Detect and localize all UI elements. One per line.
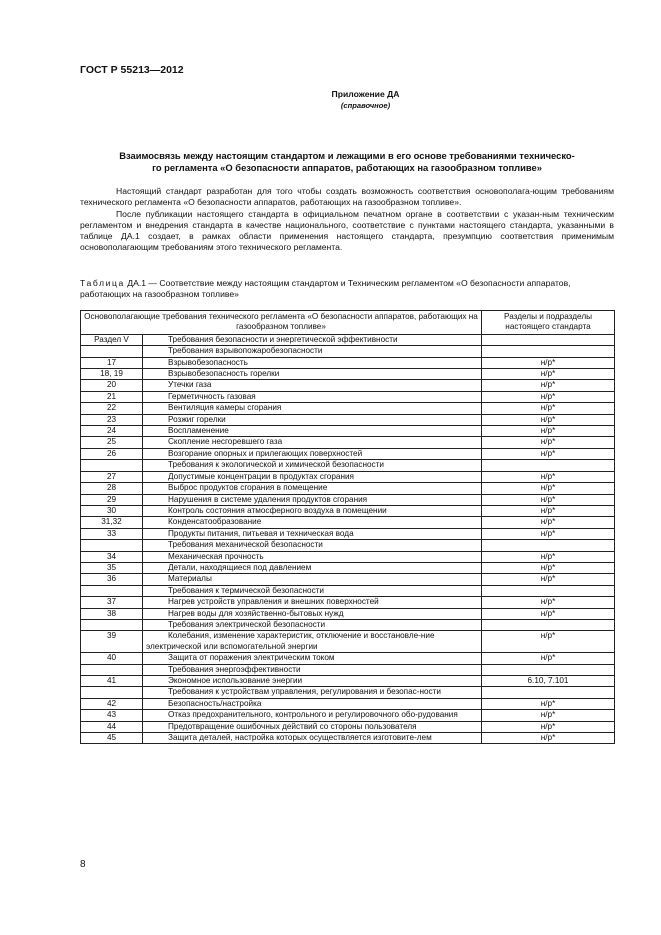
row-section-cell [482,585,615,596]
row-requirement-cell: Контроль состояния атмосферного воздуха в помещении [143,505,482,516]
table-row [81,733,615,744]
header-requirements: Основополагающие требования технического регламента «О безопасности аппаратов, работающих на газообразном топливе» [81,311,482,335]
row-number-cell: 21 [81,391,143,402]
table-row [81,597,615,608]
row-number-cell [81,619,143,630]
appendix-title: Приложение ДА [331,89,400,99]
section-heading [80,150,614,174]
row-number-cell: 42 [81,698,143,709]
page-number: 8 [80,859,86,870]
row-number-cell [81,346,143,357]
row-number-cell: Раздел V [81,334,143,345]
row-number-cell: 40 [81,653,143,664]
row-number-cell: 39 [81,631,143,653]
row-number-cell: 28 [81,483,143,494]
row-number-cell [81,585,143,596]
row-number-cell: 44 [81,721,143,732]
row-section-cell: н/р* [482,608,615,619]
row-requirement-cell: Предотвращение ошибочных действий со стороны пользователя [143,721,482,732]
table-row [81,346,615,357]
row-requirement-cell: Выброс продуктов сгорания в помещение [143,483,482,494]
row-section-cell: н/р* [482,414,615,425]
requirements-table [80,310,615,744]
row-requirement-cell: Розжиг горелки [143,414,482,425]
row-number-cell: 23 [81,414,143,425]
row-section-cell: н/р* [482,369,615,380]
table-row [81,483,615,494]
table-row [81,426,615,437]
table-row [81,437,615,448]
row-section-cell [482,346,615,357]
table-row [81,471,615,482]
row-number-cell: 17 [81,357,143,368]
row-section-cell: 6.10, 7.101 [482,676,615,687]
intro-paragraphs [80,186,614,254]
row-requirement-cell: Защита деталей, настройка которых осуществляется изготовите-лем [143,733,482,744]
table-row [81,369,615,380]
row-number-cell: 29 [81,494,143,505]
row-section-cell: н/р* [482,710,615,721]
row-number-cell [81,460,143,471]
row-requirement-cell: Вентиляция камеры сгорания [143,403,482,414]
row-requirement-cell: Детали, находящиеся под давлением [143,562,482,573]
appendix-subtitle: (справочное) [340,101,391,110]
table-row [81,664,615,675]
row-section-cell: н/р* [482,721,615,732]
table-row [81,517,615,528]
table-caption-label: Таблица [80,278,125,288]
row-number-cell: 38 [81,608,143,619]
row-requirement-cell: Возгорание опорных и прилегающих поверхностей [143,448,482,459]
row-number-cell: 30 [81,505,143,516]
table-row [81,505,615,516]
row-requirement-cell: Взрывобезопасность [143,357,482,368]
table-row [81,710,615,721]
row-number-cell: 34 [81,551,143,562]
row-section-cell: н/р* [482,505,615,516]
row-requirement-cell: Экономное использование энергии [143,676,482,687]
row-requirement-cell: Герметичность газовая [143,391,482,402]
header-sections: Разделы и подразделы настоящего стандарта [482,311,615,335]
row-requirement-cell: Допустимые концентрации в продуктах сгорания [143,471,482,482]
row-requirement-cell: Требования механической безопасности [143,540,482,551]
table-row [81,460,615,471]
table-row [81,631,615,653]
paragraph-2: После публикации настоящего стандарта в официальном печатном органе в соответствии с указан-ным техническим регламентом и внедрения стандарта в качестве национального, соответствие с пунктами настоящего стандарта, указанными в таблице ДА.1 создает, в рамках области применения настоящего стандарта, презумпцию соответствия применимым основополагающим требованиям этого технического регламента. [80,208,614,253]
document-code: ГОСТ Р 55213—2012 [80,64,184,76]
row-requirement-cell: Требования энергоэффективности [143,664,482,675]
row-section-cell: н/р* [482,653,615,664]
row-section-cell: н/р* [482,448,615,459]
row-section-cell: н/р* [482,517,615,528]
row-requirement-cell: Требования взрывопожаробезопасности [143,346,482,357]
table-row [81,562,615,573]
row-section-cell: н/р* [482,426,615,437]
table-row [81,357,615,368]
row-section-cell: н/р* [482,698,615,709]
row-section-cell [482,334,615,345]
row-number-cell: 37 [81,597,143,608]
row-number-cell: 25 [81,437,143,448]
row-number-cell: 20 [81,380,143,391]
table-row [81,380,615,391]
table-row [81,676,615,687]
heading-line-1: Взаимосвязь между настоящим стандартом и лежащими в его основе требованиями техническо- [119,150,575,161]
row-section-cell [482,619,615,630]
table-row [81,391,615,402]
row-section-cell: н/р* [482,562,615,573]
row-section-cell: н/р* [482,551,615,562]
row-requirement-cell: Конденсатообразование [143,517,482,528]
row-number-cell: 18, 19 [81,369,143,380]
row-section-cell: н/р* [482,391,615,402]
row-number-cell [81,687,143,698]
row-requirement-cell: Нарушения в системе удаления продуктов сгорания [143,494,482,505]
row-number-cell: 36 [81,574,143,585]
row-section-cell: н/р* [482,733,615,744]
table-body [81,334,615,744]
row-section-cell: н/р* [482,574,615,585]
paragraph-1: Настоящий стандарт разработан для того чтобы создать возможность соответствия основополага-ющим требованиям технического регламента «О безопасности аппаратов, работающих на газообразном топливе». [80,186,614,208]
row-section-cell [482,687,615,698]
row-section-cell [482,460,615,471]
row-requirement-cell: Колебания, изменение характеристик, отключение и восстановле-ние электрической или вспомогательной энергии [143,631,482,653]
row-requirement-cell: Требования безопасности и энергетической эффективности [143,334,482,345]
heading-line-2: го регламента «О безопасности аппаратов, работающих на газообразном топливе» [152,162,542,173]
row-requirement-cell: Безопасность/настройка [143,698,482,709]
row-number-cell: 31,32 [81,517,143,528]
row-number-cell: 26 [81,448,143,459]
row-section-cell: н/р* [482,471,615,482]
table-row [81,585,615,596]
table-caption-text: ДА.1 — Соответствие между настоящим стандартом и Техническим регламентом «О безопасности аппаратов, работающих на газообразном топливе» [80,278,571,300]
row-section-cell: н/р* [482,403,615,414]
row-number-cell: 24 [81,426,143,437]
row-requirement-cell: Взрывобезопасность горелки [143,369,482,380]
row-number-cell [81,540,143,551]
row-requirement-cell: Механическая прочность [143,551,482,562]
table-row [81,403,615,414]
row-number-cell: 45 [81,733,143,744]
row-number-cell: 22 [81,403,143,414]
row-requirement-cell: Скопление несгоревшего газа [143,437,482,448]
row-requirement-cell: Материалы [143,574,482,585]
row-requirement-cell: Отказ предохранительного, контрольного и регулировочного обо-рудования [143,710,482,721]
row-section-cell: н/р* [482,528,615,539]
row-requirement-cell: Воспламенение [143,426,482,437]
row-number-cell: 41 [81,676,143,687]
row-requirement-cell: Нагрев воды для хозяйственно-бытовых нужд [143,608,482,619]
row-section-cell: н/р* [482,494,615,505]
table-row [81,414,615,425]
table-caption [80,278,614,301]
table-row [81,528,615,539]
table-row [81,721,615,732]
row-requirement-cell: Продукты питания, питьевая и техническая вода [143,528,482,539]
table-row [81,619,615,630]
table-row [81,653,615,664]
table-header-row [81,311,615,335]
row-section-cell [482,664,615,675]
row-section-cell: н/р* [482,597,615,608]
table-row [81,687,615,698]
row-requirement-cell: Нагрев устройств управления и внешних поверхностей [143,597,482,608]
row-number-cell: 27 [81,471,143,482]
row-requirement-cell: Требования к экологической и химической безопасности [143,460,482,471]
table-row [81,574,615,585]
row-number-cell: 33 [81,528,143,539]
row-number-cell [81,664,143,675]
row-section-cell: н/р* [482,437,615,448]
table-row [81,551,615,562]
row-section-cell: н/р* [482,380,615,391]
row-section-cell: н/р* [482,631,615,653]
row-section-cell: н/р* [482,357,615,368]
row-number-cell: 35 [81,562,143,573]
row-requirement-cell: Требования к термической безопасности [143,585,482,596]
row-requirement-cell: Утечки газа [143,380,482,391]
row-requirement-cell: Требования к устройствам управления, регулирования и безопас-ности [143,687,482,698]
row-requirement-cell: Защита от поражения электрическим током [143,653,482,664]
row-requirement-cell: Требования электрической безопасности [143,619,482,630]
appendix-block [0,88,661,112]
table-row [81,540,615,551]
table-row [81,334,615,345]
row-section-cell [482,540,615,551]
table-row [81,494,615,505]
row-section-cell: н/р* [482,483,615,494]
table-row [81,448,615,459]
table-row [81,608,615,619]
row-number-cell: 43 [81,710,143,721]
table-row [81,698,615,709]
